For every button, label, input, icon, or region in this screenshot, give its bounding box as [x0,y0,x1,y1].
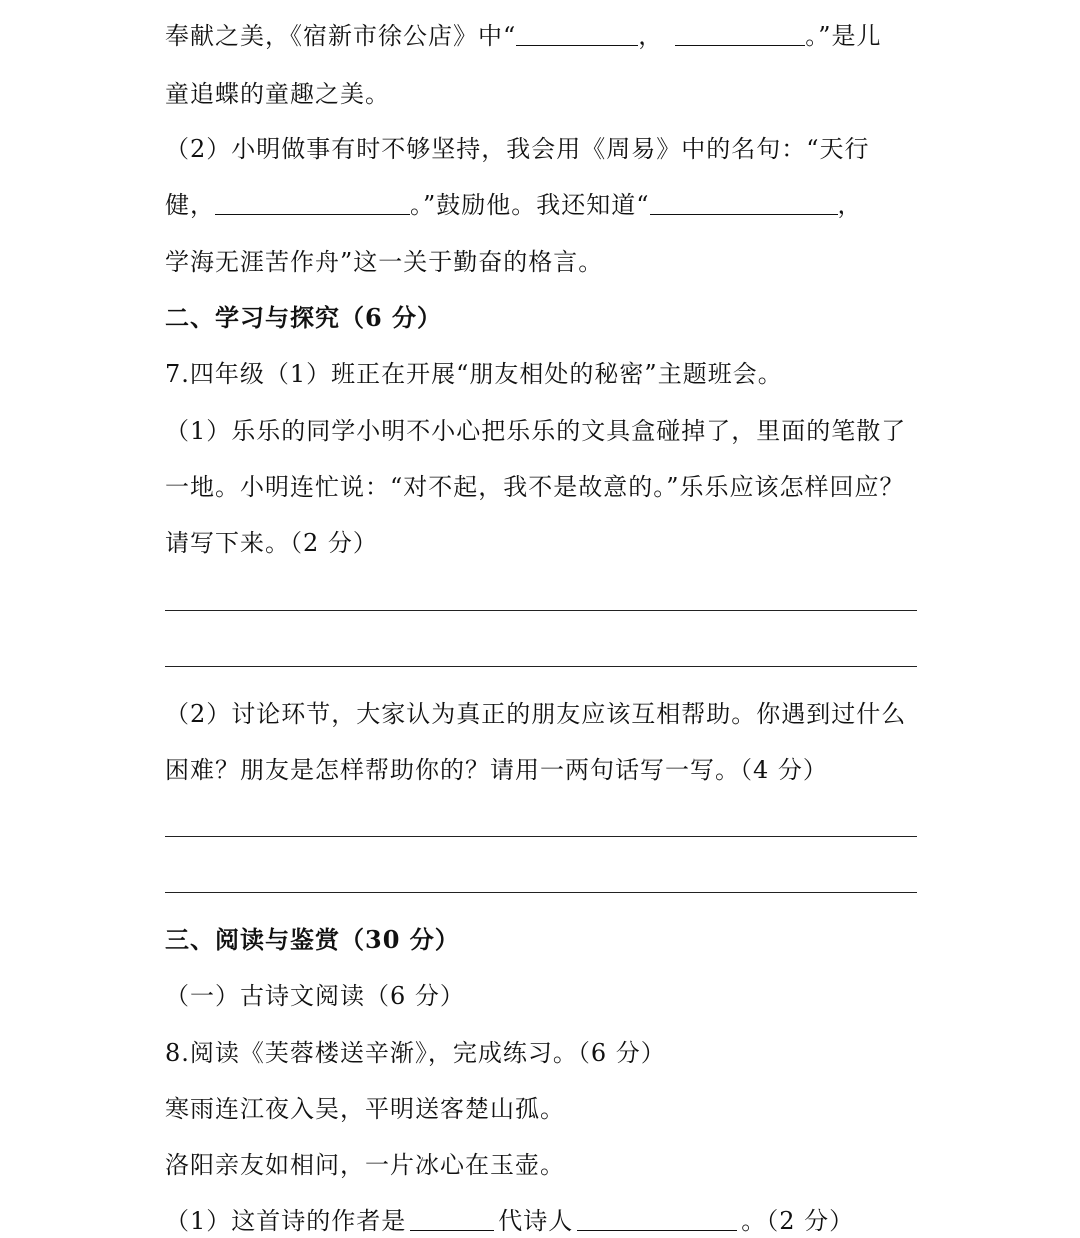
question-8: 8.阅读《芙蓉楼送辛渐》，完成练习。（6 分） [165,1039,666,1067]
poem-line: 寒雨连江夜入吴，平明送客楚山孤。 [165,1095,565,1123]
answer-line[interactable] [165,836,917,837]
text-line: （1）这首诗的作者是 代诗人 。（2 分） [165,1207,855,1235]
question-7: 7.四年级（1）班正在开展“朋友相处的秘密”主题班会。 [165,360,783,388]
fill-blank[interactable] [675,23,805,46]
text-line: 奉献之美，《宿新市徐公店》中“ ， 。”是儿 [165,22,882,50]
poem-line: 洛阳亲友如相问，一片冰心在玉壶。 [165,1151,565,1179]
text-line: 一地。小明连忙说：“对不起，我不是故意的。”乐乐应该怎样回应？ [165,473,905,501]
fill-blank[interactable] [577,1208,737,1231]
fill-blank[interactable] [410,1208,494,1231]
answer-line[interactable] [165,666,917,667]
text-line: 困难？朋友是怎样帮助你的？请用一两句话写一写。（4 分） [165,756,828,784]
text-line: （2）讨论环节，大家认为真正的朋友应该互相帮助。你遇到过什么 [165,700,907,728]
fill-blank[interactable] [516,23,638,46]
text-line: （2）小明做事有时不够坚持，我会用《周易》中的名句：“天行 [165,135,870,163]
text-line: （1）乐乐的同学小明不小心把乐乐的文具盒碰掉了，里面的笔散了 [165,417,907,445]
text-line: 健， 。”鼓励他。我还知道“ ， [165,191,863,219]
answer-line[interactable] [165,610,917,611]
fill-blank[interactable] [650,192,838,215]
subsection-heading: （一）古诗文阅读（6 分） [165,982,465,1010]
answer-line[interactable] [165,892,917,893]
text-line: 童追蝶的童趣之美。 [165,80,390,108]
section-heading: 二、学习与探究（6 分） [165,303,443,332]
text-line: 学海无涯苦作舟”这一关于勤奋的格言。 [165,248,604,276]
fill-blank[interactable] [215,192,410,215]
text-line: 请写下来。（2 分） [165,529,378,557]
section-heading: 三、阅读与鉴赏（30 分） [165,925,460,954]
